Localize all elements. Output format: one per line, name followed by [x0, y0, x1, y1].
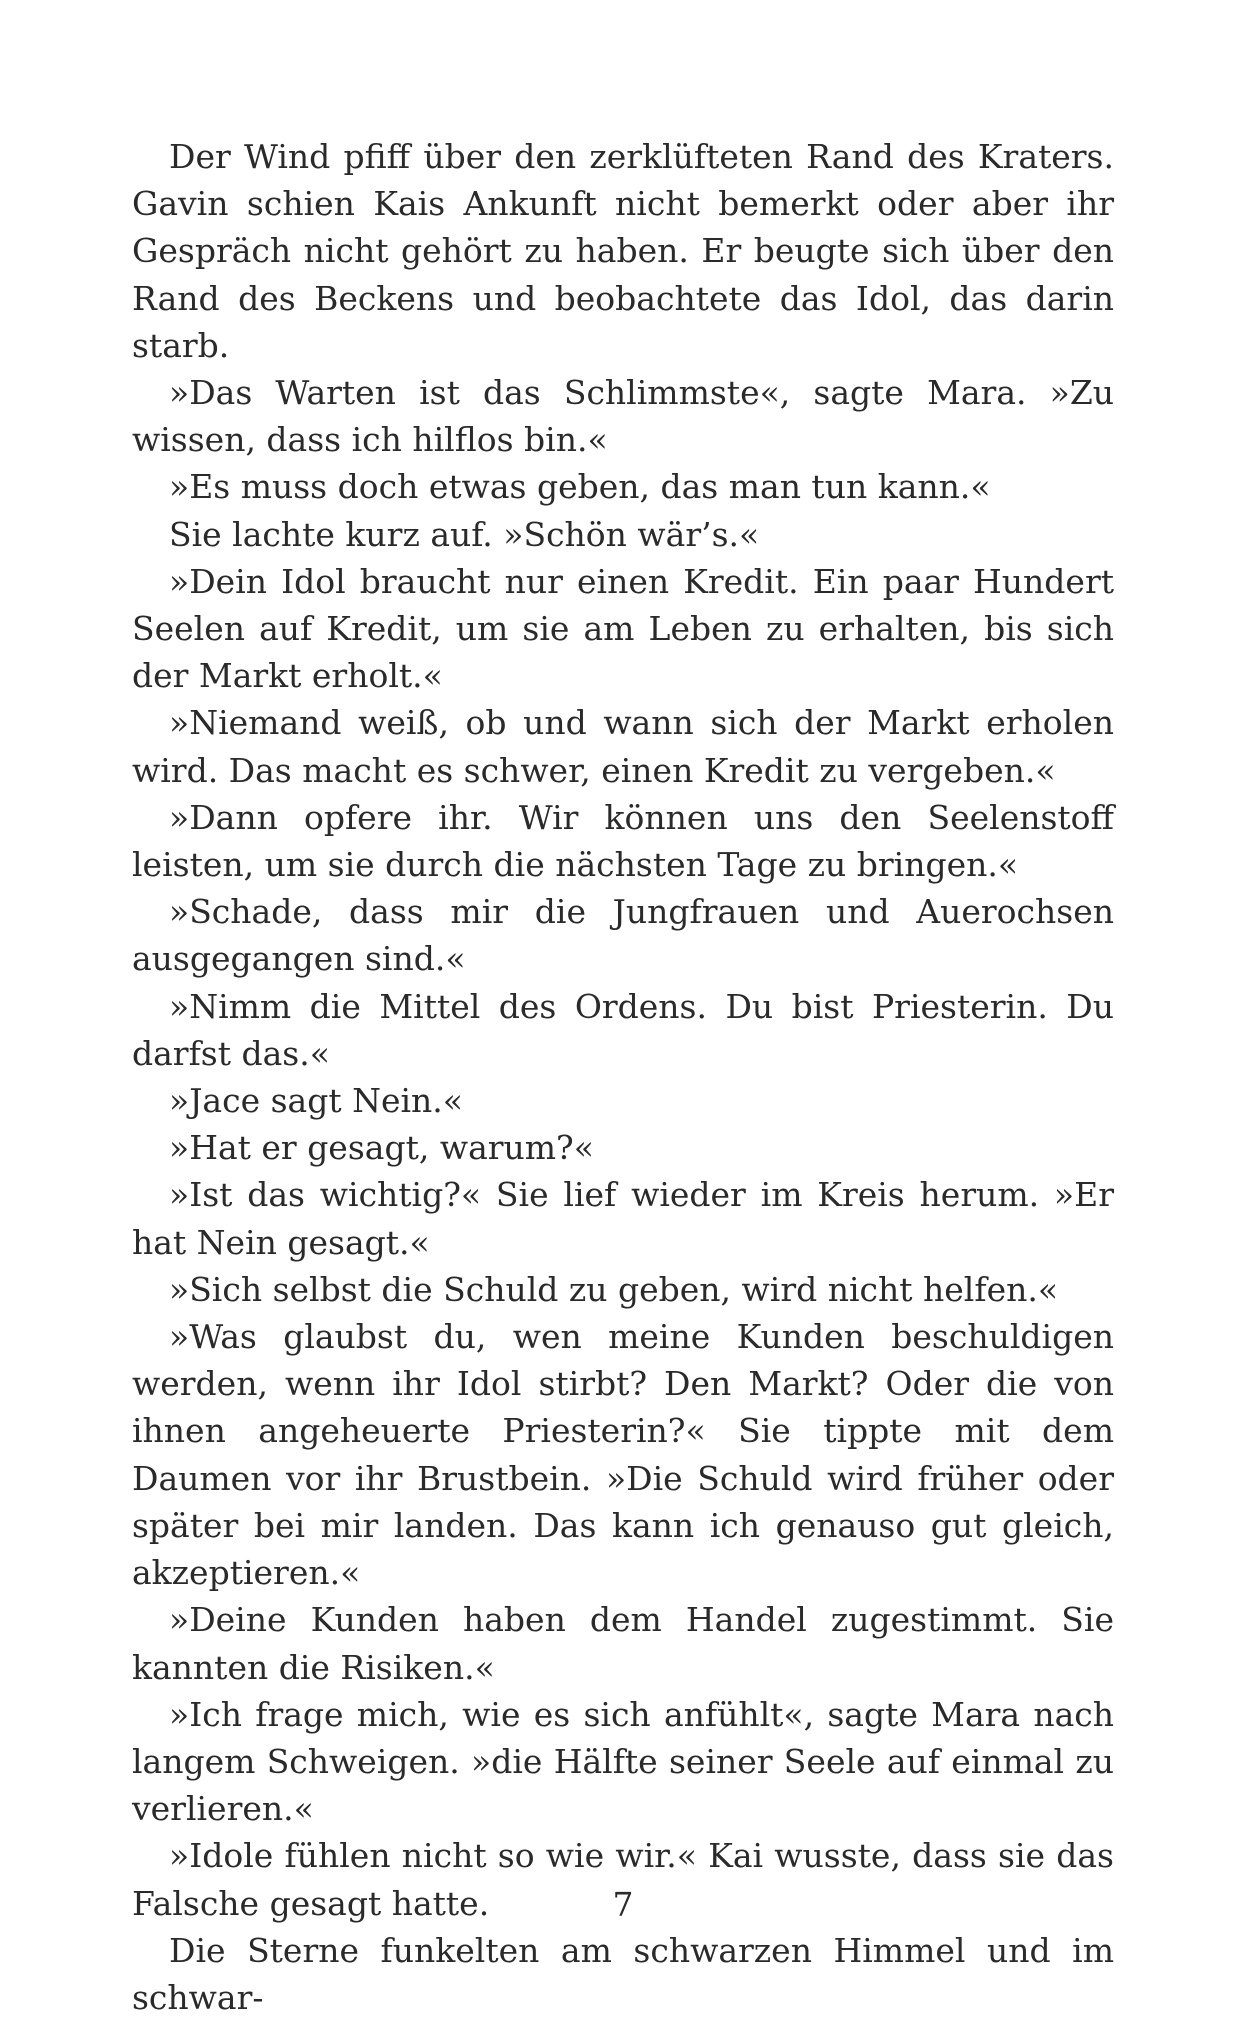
paragraph-last: Die Sterne funkelten am schwarzen Himmel und im schwar-	[132, 1930, 1114, 2017]
paragraph: »Ich frage mich, wie es sich anfühlt«, sagte Mara nach langem Schweigen. »die Hälfte seiner Seele auf einmal zu verlieren.«	[132, 1694, 1114, 1829]
paragraph: »Was glaubst du, wen meine Kunden beschuldigen werden, wenn ihr Idol stirbt? Den Markt? Oder die von ihnen angeheuerte Priesterin?« Sie tippte mit dem Daumen vor ihr Brustbein. »Die Schuld wird früher oder später bei mir landen. Das kann ich genauso gut gleich, akzeptieren.«	[132, 1317, 1114, 1593]
paragraph: »Nimm die Mittel des Ordens. Du bist Priesterin. Du darfst das.«	[132, 986, 1114, 1073]
paragraph: »Deine Kunden haben dem Handel zugestimmt. Sie kannten die Risiken.«	[132, 1600, 1114, 1687]
page-number: 7	[612, 1885, 634, 1924]
paragraph: »Niemand weiß, ob und wann sich der Markt erholen wird. Das macht es schwer, einen Kredit zu vergeben.«	[132, 703, 1114, 790]
paragraph: »Schade, dass mir die Jungfrauen und Auerochsen ausgegangen sind.«	[132, 892, 1114, 979]
paragraph: »Idole fühlen nicht so wie wir.« Kai wusste, dass sie das Falsche gesagt hatte.	[132, 1836, 1114, 1923]
paragraph: »Jace sagt Nein.«	[169, 1081, 463, 1121]
paragraph: »Dann opfere ihr. Wir können uns den Seelenstoff leisten, um sie durch die nächsten Tage zu bringen.«	[132, 797, 1114, 885]
paragraph: »Es muss doch etwas geben, das man tun kann.«	[169, 467, 991, 507]
paragraph: »Hat er gesagt, warum?«	[169, 1128, 594, 1168]
paragraph: Sie lachte kurz auf. »Schön wär’s.«	[169, 514, 760, 554]
paragraph: »Ist das wichtig?« Sie lief wieder im Kreis herum. »Er hat Nein gesagt.«	[132, 1175, 1114, 1262]
paragraph: »Dein Idol braucht nur einen Kredit. Ein paar Hundert Seelen auf Kredit, um sie am Leben zu erhalten, bis sich der Markt erholt.«	[132, 561, 1114, 696]
paragraph: »Das Warten ist das Schlimmste«, sagte Mara. »Zu wissen, dass ich hilflos bin.«	[132, 373, 1114, 460]
body-text	[132, 133, 1114, 2021]
paragraph: Der Wind pfiff über den zerklüfteten Rand des Kraters. Gavin schien Kais Ankunft nicht bemerkt oder aber ihr Gespräch nicht gehört zu haben. Er beugte sich über den Rand des Beckens und beobachtete das Idol, das darin starb.	[132, 137, 1114, 365]
paragraph: »Sich selbst die Schuld zu geben, wird nicht helfen.«	[169, 1269, 1059, 1309]
